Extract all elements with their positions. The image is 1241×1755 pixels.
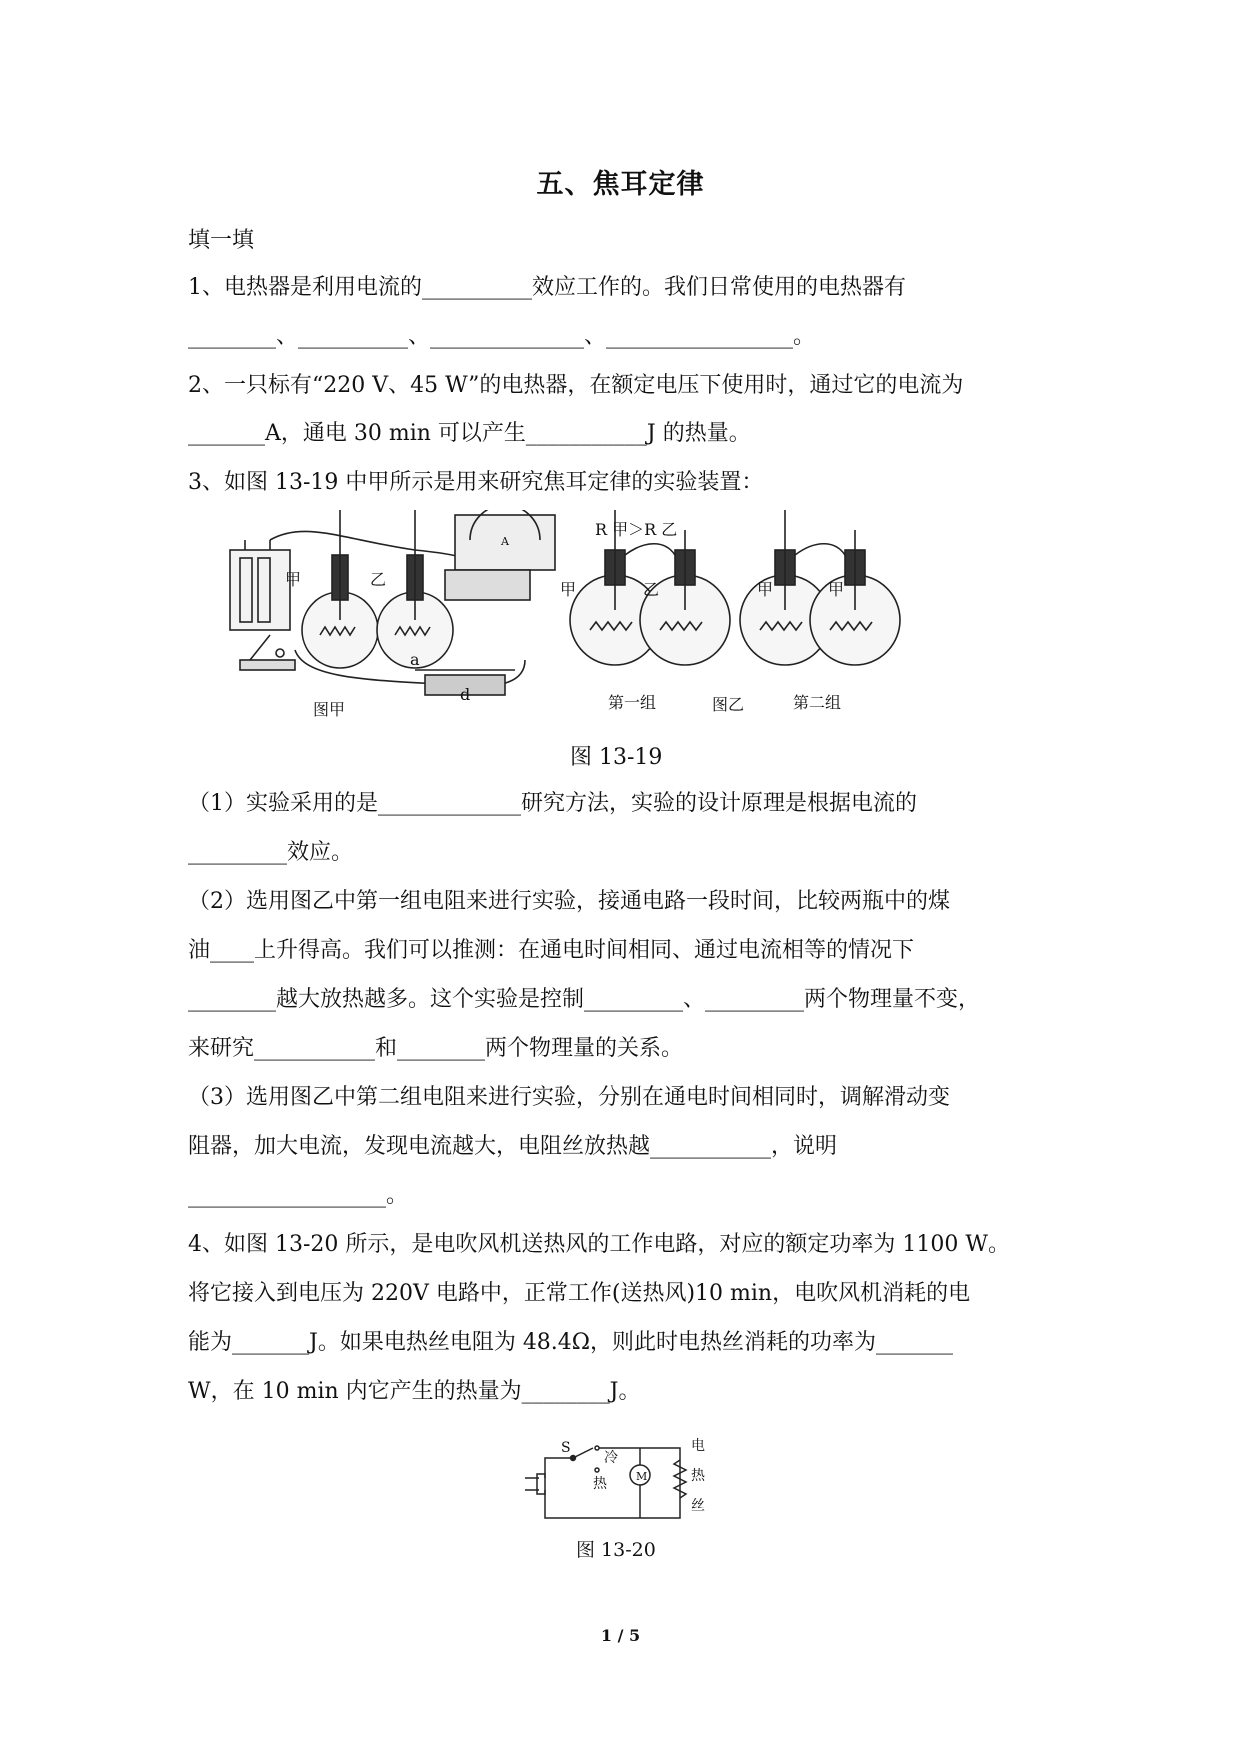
question-2-line-1: 2、一只标有“220 V、45 W”的电热器，在额定电压下使用时，通过它的电流为 (188, 373, 964, 398)
section-heading: 填一填 (188, 228, 255, 253)
label-jia-a: 甲 (285, 570, 302, 589)
label-yi-group1: 乙 (643, 580, 660, 599)
label-jia-group2-left: 甲 (757, 580, 774, 599)
hot-label: 热 (593, 1476, 607, 1492)
cold-label: 冷 (604, 1450, 618, 1466)
label-yi-a: 乙 (370, 570, 387, 589)
heater-label-1: 电 (691, 1438, 705, 1454)
resistance-relation: R 甲＞R 乙 (595, 520, 678, 539)
question-4-line-3: 能为_______J。如果电热丝电阻为 48.4Ω，则此时电热丝消耗的功率为_______ (188, 1330, 954, 1355)
question-2-line-2: _______A，通电 30 min 可以产生___________J 的热量。 (188, 421, 751, 446)
question-3-2-line-3: ________越大放热越多。这个实验是控制_________、_________两个物理量不变， (188, 987, 981, 1012)
question-1-line-1: 1、电热器是利用电流的__________效应工作的。我们日常使用的电热器有 (188, 275, 906, 300)
label-jia-group1: 甲 (560, 580, 577, 599)
question-3-3-line-2: 阻器，加大电流，发现电流越大，电阻丝放热越___________，说明 (188, 1134, 838, 1159)
question-3-1-line-1: （1）实验采用的是_____________研究方法，实验的设计原理是根据电流的 (188, 791, 917, 816)
question-3-3-line-1: （3）选用图乙中第二组电阻来进行实验，分别在通电时间相同时，调解滑动变 (188, 1085, 950, 1110)
question-3-intro: 3、如图 13-19 中甲所示是用来研究焦耳定律的实验装置： (188, 470, 764, 495)
heater-label-3: 丝 (691, 1498, 705, 1514)
label-d: d (460, 685, 471, 704)
ammeter-label: A (501, 535, 509, 548)
caption-fig-b: 图乙 (712, 695, 745, 714)
page-number: 1 / 5 (600, 1626, 641, 1645)
figure-13-19 (225, 510, 1055, 720)
label-jia-group2-right: 甲 (828, 580, 845, 599)
question-3-1-line-2: _________效应。 (188, 840, 354, 865)
figure-13-19-caption: 图 13-19 (570, 745, 663, 770)
figure-13-20-caption: 图 13-20 (576, 1539, 656, 1561)
motor-label: M (636, 1470, 648, 1483)
question-3-2-line-1: （2）选用图乙中第一组电阻来进行实验，接通电路一段时间，比较两瓶中的煤 (188, 889, 950, 914)
caption-group2: 第二组 (793, 693, 842, 712)
heater-label-2: 热 (691, 1468, 705, 1484)
question-4-line-2: 将它接入到电压为 220V 电路中，正常工作(送热风)10 min，电吹风机消耗的电 (188, 1281, 971, 1306)
question-3-2-line-2: 油____上升得高。我们可以推测：在通电时间相同、通过电流相等的情况下 (188, 938, 915, 963)
question-4-line-4: W，在 10 min 内它产生的热量为________J。 (188, 1379, 641, 1404)
page-title: 五、焦耳定律 (536, 169, 705, 200)
switch-label: S (561, 1440, 571, 1456)
label-a: a (410, 650, 420, 669)
figure-13-20 (515, 1430, 715, 1530)
question-4-line-1: 4、如图 13-20 所示，是电吹风机送热风的工作电路，对应的额定功率为 1100 W。 (188, 1232, 1010, 1257)
caption-group1: 第一组 (608, 693, 657, 712)
question-1-line-2: ________、__________、______________、_________________。 (188, 324, 816, 349)
question-3-3-line-3: __________________。 (188, 1183, 409, 1208)
caption-fig-a: 图甲 (313, 700, 346, 719)
question-3-2-line-4: 来研究___________和________两个物理量的关系。 (188, 1036, 684, 1061)
